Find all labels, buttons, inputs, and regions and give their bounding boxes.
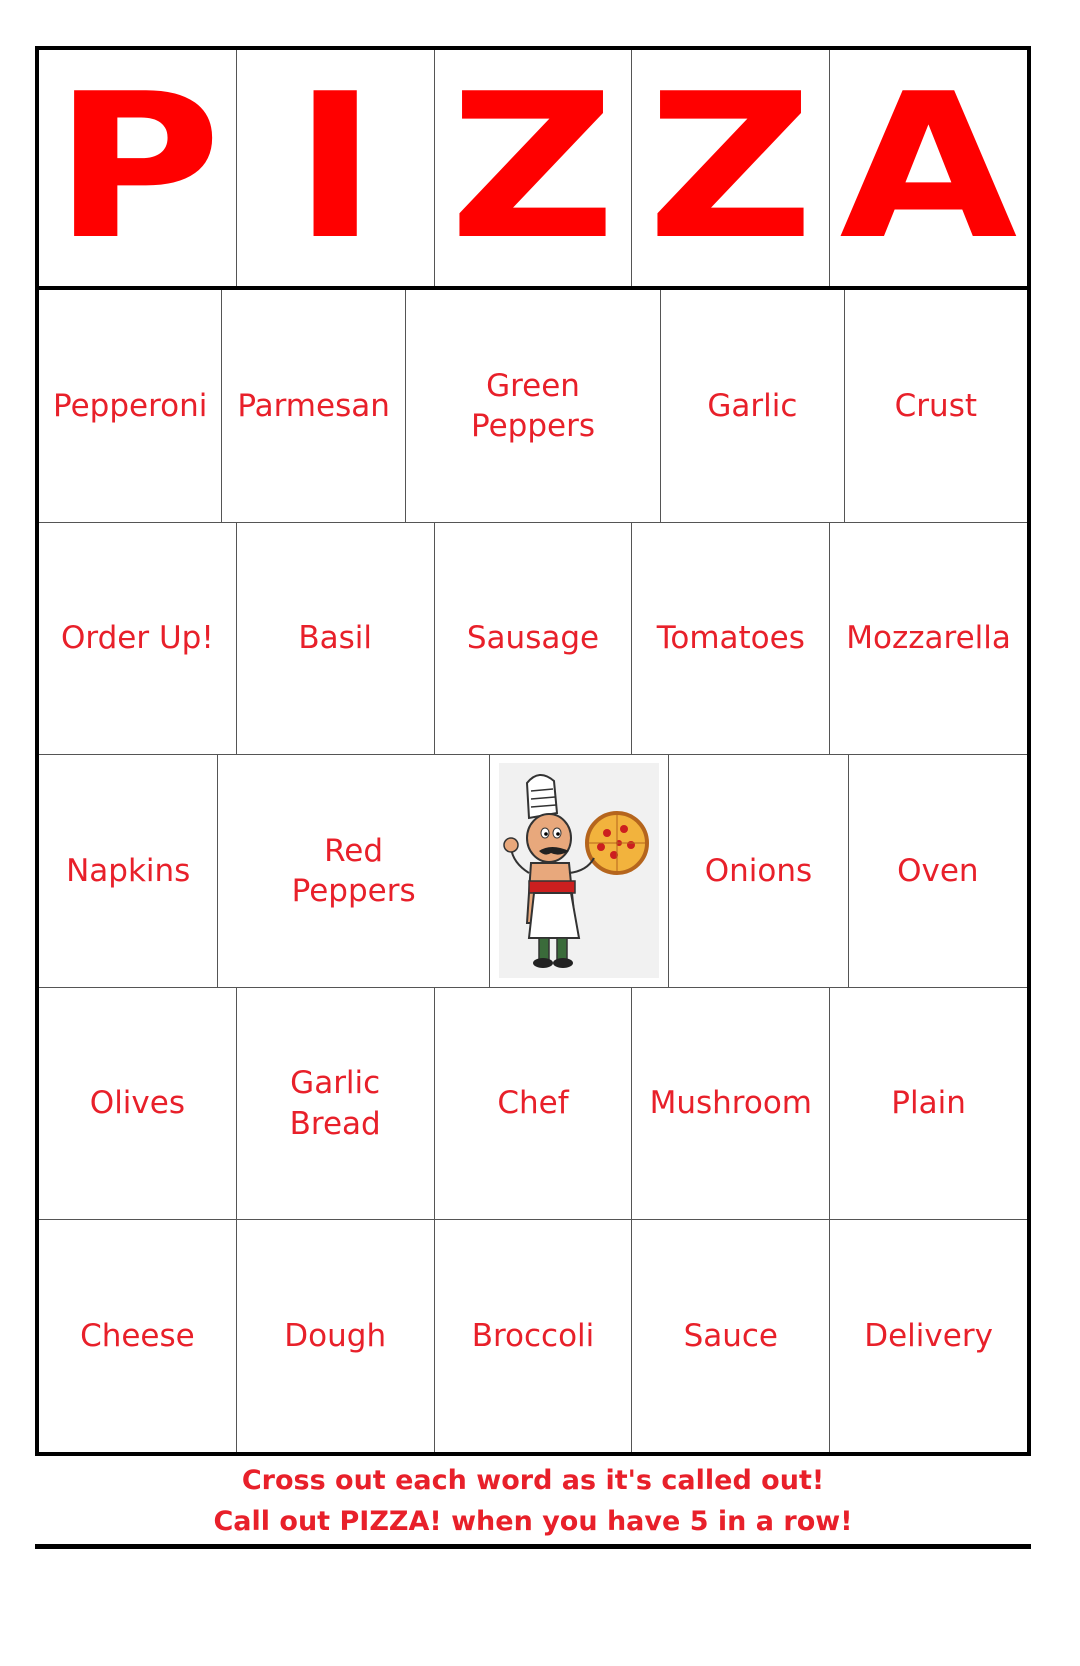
bingo-cell[interactable]: Crust — [894, 387, 977, 424]
free-space-cell — [490, 755, 669, 987]
bingo-cell[interactable]: Plain — [891, 1085, 966, 1122]
grid-row — [39, 988, 1027, 1221]
bingo-cell[interactable]: Napkins — [39, 755, 218, 987]
bingo-cell[interactable]: Red Peppers — [218, 755, 489, 987]
title-letter: Z — [449, 51, 617, 284]
grid-row — [39, 755, 1027, 988]
bingo-cell[interactable]: Onions — [669, 755, 848, 987]
title-cell — [435, 50, 633, 286]
bingo-cell[interactable]: Broccoli — [435, 1220, 633, 1452]
grid-row — [39, 290, 1027, 523]
bingo-cell[interactable]: Tomatoes — [632, 523, 830, 755]
bingo-cell[interactable]: Garlic — [661, 290, 844, 522]
bingo-cell[interactable]: Green Peppers — [406, 290, 661, 522]
bingo-cell[interactable]: Sausage — [435, 523, 633, 755]
grid-row — [39, 1220, 1027, 1452]
bingo-grid — [39, 290, 1027, 1452]
instructions-line-1: Cross out each word as it's called out! — [241, 1465, 825, 1496]
title-cell — [39, 50, 237, 286]
bingo-board — [35, 46, 1031, 1456]
bingo-cell[interactable]: Mozzarella — [846, 620, 1011, 657]
title-letter: Z — [647, 51, 815, 284]
bingo-cell[interactable]: Order Up! — [39, 523, 237, 755]
instructions — [35, 1460, 1031, 1542]
grid-row — [39, 523, 1027, 756]
bingo-cell[interactable]: Pepperoni — [39, 290, 222, 522]
title-cell — [237, 50, 435, 286]
title-letter: P — [53, 51, 222, 284]
bingo-cell[interactable]: Cheese — [39, 1220, 237, 1452]
bingo-cell[interactable]: Olives — [39, 988, 237, 1220]
bingo-cell[interactable]: Chef — [435, 988, 633, 1220]
bingo-cell[interactable]: Delivery — [864, 1318, 993, 1355]
bingo-cell[interactable]: Basil — [237, 523, 435, 755]
bingo-cell[interactable]: Garlic Bread — [237, 988, 435, 1220]
bingo-cell[interactable]: Sauce — [632, 1220, 830, 1452]
title-cell — [632, 50, 830, 286]
title-row — [39, 50, 1027, 290]
pizza-chef-icon — [499, 763, 659, 978]
bingo-cell[interactable]: Oven — [897, 852, 979, 889]
title-letter: I — [292, 51, 378, 284]
bottom-divider — [35, 1544, 1031, 1549]
bingo-cell[interactable]: Dough — [237, 1220, 435, 1452]
bingo-cell[interactable]: Parmesan — [222, 290, 405, 522]
instructions-line-2: Call out PIZZA! when you have 5 in a row! — [213, 1506, 853, 1537]
bingo-cell[interactable]: Mushroom — [632, 988, 830, 1220]
title-cell — [830, 50, 1027, 286]
title-letter: A — [839, 51, 1018, 284]
